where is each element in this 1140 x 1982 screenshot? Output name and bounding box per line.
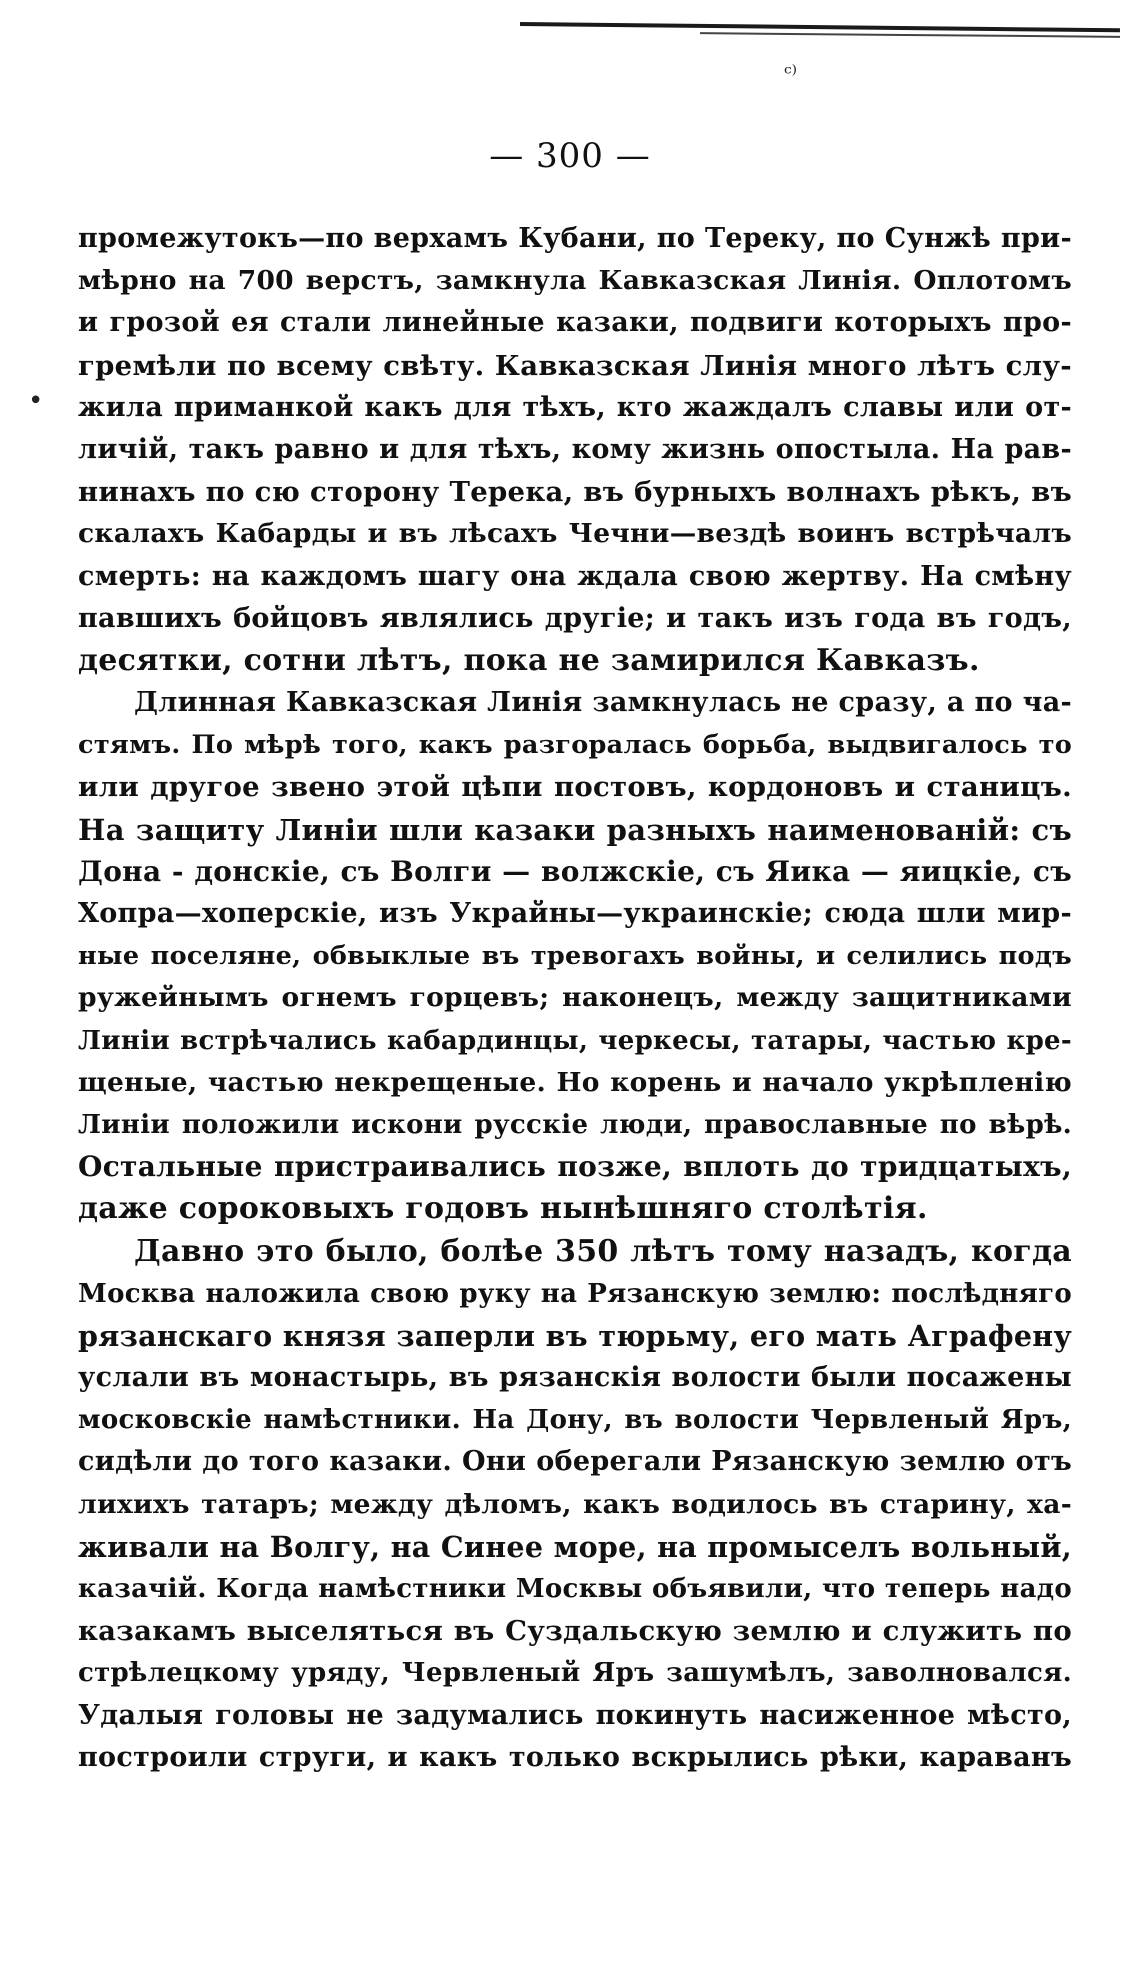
text-line: построили струги, и какъ только вскрылись рѣки, караванъ (78, 1741, 1072, 1773)
text-line: услали въ монастырь, въ рязанскія волости были посажены (78, 1362, 1072, 1394)
text-line: щеные, частью некрещеные. Но корень и начало укрѣпленію (78, 1066, 1072, 1098)
text-line: Давно это было, болѣе 350 лѣтъ тому назадъ, когда (134, 1233, 1072, 1269)
text-line: Удалыя головы не задумались покинуть насиженное мѣсто, (78, 1699, 1072, 1731)
text-line: даже сороковыхъ годовъ нынѣшняго столѣтія. (78, 1191, 928, 1227)
text-line: рязанскаго князя заперли въ тюрьму, его мать Аграфену (78, 1318, 1072, 1353)
text-line: ружейнымъ огнемъ горцевъ; наконецъ, между защитниками (78, 982, 1072, 1014)
text-line: и грозой ея стали линейные казаки, подвиги которыхъ про- (78, 307, 1072, 339)
text-line: живали на Волгу, на Синее море, на промыселъ вольный, (78, 1529, 1072, 1564)
text-line: мѣрно на 700 верстъ, замкнула Кавказская Линія. Оплотомъ (78, 265, 1072, 297)
text-line: лихихъ татаръ; между дѣломъ, какъ водилось въ старину, ха- (78, 1488, 1072, 1520)
stray-ink-mark: ᶜ⁾ (784, 62, 798, 87)
paragraph-2 (78, 682, 1072, 1230)
text-line: промежутокъ—по верхамъ Кубани, по Тереку, по Сунжѣ при- (78, 223, 1072, 254)
text-line: Москва наложила свою руку на Рязанскую землю: послѣдняго (78, 1278, 1072, 1309)
text-line: казачій. Когда намѣстники Москвы объявили, что теперь надо (78, 1574, 1072, 1604)
text-line: Линіи положили искони русскіе люди, православные по вѣрѣ. (78, 1109, 1072, 1140)
text-line: На защиту Линіи шли казаки разныхъ наименованій: съ (78, 812, 1072, 847)
text-line: гремѣли по всему свѣту. Кавказская Линія много лѣтъ слу- (78, 349, 1072, 382)
body-text (78, 218, 1072, 1779)
text-line: смерть: на каждомъ шагу она ждала свою жертву. На смѣну (78, 560, 1072, 592)
stray-ink-dot: • (28, 386, 44, 416)
text-line: Хопра—хоперскіе, изъ Украйны—украинскіе; сюда шли мир- (78, 898, 1072, 929)
text-line: нинахъ по сю сторону Терека, въ бурныхъ волнахъ рѣкъ, въ (78, 476, 1072, 509)
text-line: сидѣли до того казаки. Они оберегали Рязанскую землю отъ (78, 1446, 1072, 1478)
text-line: жила приманкой какъ для тѣхъ, кто жаждалъ славы или от- (78, 391, 1072, 423)
text-line: Остальные пристраивались позже, вплоть до тридцатыхъ, (78, 1150, 1072, 1184)
text-line: личій, такъ равно и для тѣхъ, кому жизнь опостыла. На рав- (78, 433, 1072, 465)
text-line: Длинная Кавказская Линія замкнулась не сразу, а по ча- (134, 687, 1072, 719)
page-number: — 300 — (489, 136, 651, 176)
text-line: стрѣлецкому уряду, Червленый Яръ зашумѣлъ, заволновался. (78, 1658, 1072, 1689)
scan-edge-line (520, 22, 1120, 32)
scan-edge-line-secondary (700, 32, 1120, 38)
text-line: ные поселяне, обвыклые въ тревогахъ войны, и селились подъ (78, 941, 1072, 972)
paragraph-1 (78, 218, 1072, 682)
text-line: стямъ. По мѣрѣ того, какъ разгоралась борьба, выдвигалось то (78, 730, 1072, 761)
paragraph-3 (78, 1231, 1072, 1779)
text-line: десятки, сотни лѣтъ, пока не замирился Кавказъ. (78, 642, 980, 678)
text-line: павшихъ бойцовъ являлись другіе; и такъ изъ года въ годъ, (78, 602, 1072, 634)
text-line: скалахъ Кабарды и въ лѣсахъ Чечни—вездѣ воинъ встрѣчалъ (78, 518, 1072, 550)
text-line: казакамъ выселяться въ Суздальскую землю и служить по (78, 1615, 1072, 1648)
text-line: московскіе намѣстники. На Дону, въ волости Червленый Яръ, (78, 1405, 1072, 1436)
text-line: или другое звено этой цѣпи постовъ, кордоновъ и станицъ. (78, 771, 1072, 804)
text-line: Линіи встрѣчались кабардинцы, черкесы, татары, частью кре- (78, 1025, 1072, 1056)
text-line: Дона - донскіе, съ Волги — волжскіе, съ Яика — яицкіе, съ (78, 854, 1072, 888)
